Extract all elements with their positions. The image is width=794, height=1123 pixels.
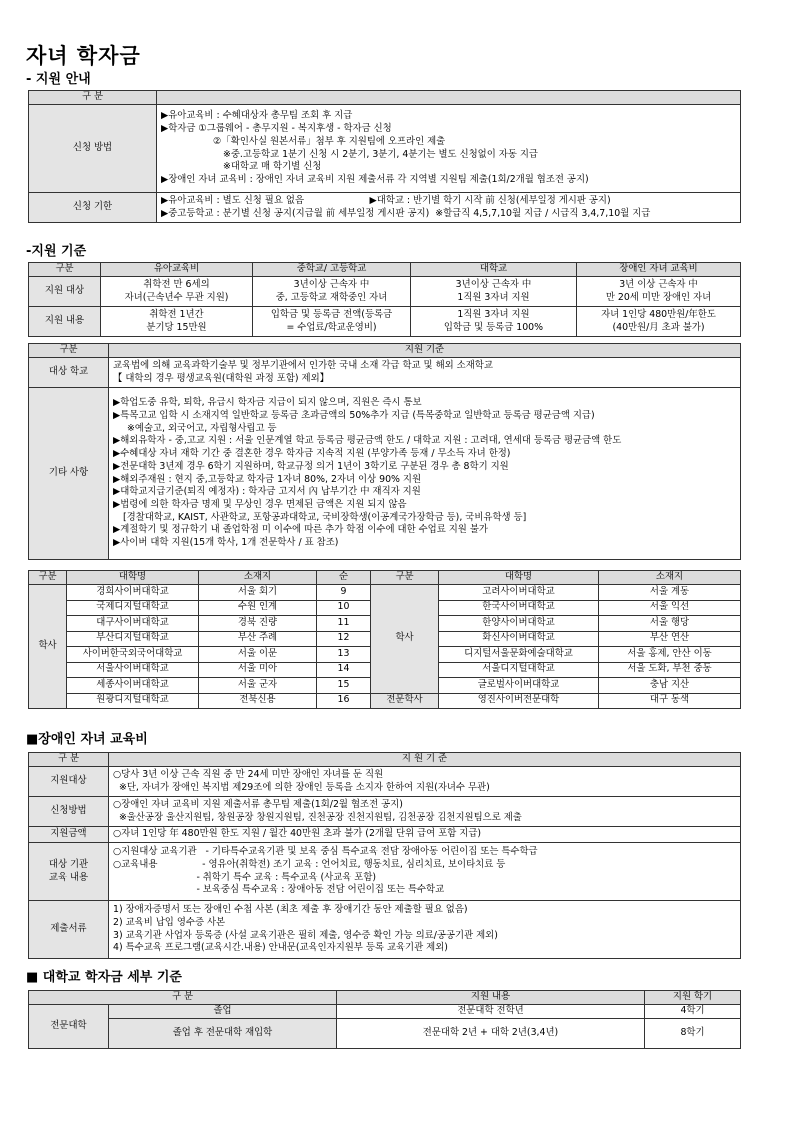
location: 부산 주례 bbox=[199, 631, 317, 647]
cell-line: 1직원 3자녀 지원 bbox=[457, 291, 530, 303]
content-line: [경찰대학교, KAIST, 사관학교, 포항공과대학교, 국비장학생(이공계국가장학금 등), 국비유학생 등] bbox=[123, 511, 527, 523]
cell-line: 1직원 3자녀 지원 bbox=[457, 308, 530, 320]
group-label: 전문대학 bbox=[29, 1005, 109, 1049]
row-label: 지원 대상 bbox=[29, 277, 101, 307]
table-cell bbox=[411, 307, 577, 337]
university-detail-table bbox=[28, 990, 741, 1049]
row-content bbox=[109, 843, 741, 901]
content-line: ②「확인사실 원본서류」첨부 후 지원팀에 오프라인 제출 bbox=[213, 135, 446, 147]
content-line: ▶중고등학교 : 분기별 신청 공지(지급월 前 세부일정 게시판 공지) ※할급직 4,5,7,10월 지급 / 시급직 3,4,7,10월 지급 bbox=[161, 207, 651, 219]
header-cell: 지원 기준 bbox=[109, 344, 741, 358]
header-cell: 대학명 bbox=[439, 571, 599, 585]
table-cell bbox=[101, 307, 253, 337]
header-cell: 지원 내용 bbox=[337, 991, 645, 1005]
table-row bbox=[29, 693, 741, 709]
table-row bbox=[29, 797, 741, 827]
content-line: ○당사 3년 이상 근속 직원 중 만 24세 미만 장애인 자녀를 둔 직원 bbox=[113, 768, 384, 780]
cell-line: 취학전 1년간 bbox=[149, 308, 204, 320]
content-line: ▶학자금 ①그룹웨어 - 총무지원 - 복지후생 - 학자금 신청 bbox=[161, 123, 392, 135]
order-number: 9 bbox=[317, 585, 371, 601]
content-line: ▶계절학기 및 정규학기 내 졸업학점 미 이수에 따른 추가 학점 이수에 대한 수업료 지원 불가 bbox=[113, 524, 488, 536]
university-name: 한양사이버대학교 bbox=[439, 616, 599, 632]
order-number: 11 bbox=[317, 616, 371, 632]
header-cell: 대학명 bbox=[67, 571, 199, 585]
content-line: 교육법에 의해 교육과학기술부 및 정부기관에서 인가한 국내 소재 각급 학교 및 해외 소재학교 bbox=[113, 359, 493, 371]
content-line: ※울산공장 울산지원팀, 창원공장 창원지원팀, 진천공장 진천지원팀, 김천공장 김천지원팀으로 제출 bbox=[113, 811, 522, 823]
content-line: ○교육내용 - 영유아(취학전) 조기 교육 : 언어치료, 행동치료, 심리치료, 보이타치료 등 bbox=[113, 858, 506, 870]
row-label: 제출서류 bbox=[29, 901, 109, 959]
apply-method-label: 신청 방법 bbox=[29, 105, 157, 193]
content-line: ○자녀 1인당 年 480만원 한도 지원 / 월간 40만원 초과 불가 (2개월 단위 급여 포함 지급) bbox=[113, 828, 482, 840]
support-info-table bbox=[28, 90, 741, 223]
content-line: ※대학교 매 학기별 신청 bbox=[223, 161, 322, 173]
table-row bbox=[29, 585, 741, 601]
header-cell: 소재지 bbox=[199, 571, 317, 585]
content-line: ▶수혜대상 자녀 재학 기간 중 결혼한 경우 학자금 지속적 지원 (부양가족 등재 / 무소득 자녀 한정) bbox=[113, 448, 511, 460]
order-number: 10 bbox=[317, 600, 371, 616]
location: 서울 미아 bbox=[199, 662, 317, 678]
content-line: ▶사이버 대학 지원(15개 학사, 1개 전문학사 / 표 참조) bbox=[113, 536, 339, 548]
deadline-label: 신청 기한 bbox=[29, 193, 157, 223]
content-line: ▶특목고교 입학 시 소재지역 일반학교 등록금 초과금액의 50%추가 지급 (특목중학교 일반학교 등록금 평균금액 지급) bbox=[113, 410, 595, 422]
university-name: 원광디지털대학교 bbox=[67, 693, 199, 709]
cyber-university-table bbox=[28, 570, 741, 709]
support-info-heading: - 지원 안내 bbox=[26, 72, 91, 87]
table-cell: 4학기 bbox=[645, 1005, 741, 1019]
apply-method-content bbox=[157, 105, 741, 193]
location: 서울 이문 bbox=[199, 647, 317, 663]
university-heading: ■ 대학교 학자금 세부 기준 bbox=[26, 970, 182, 985]
order-number: 14 bbox=[317, 662, 371, 678]
group-label: 학사 bbox=[371, 585, 439, 694]
header-cell: 구분 bbox=[371, 571, 439, 585]
header-cell: 소재지 bbox=[599, 571, 741, 585]
row-content bbox=[109, 797, 741, 827]
cell-line: 분기당 15만원 bbox=[146, 321, 207, 333]
header-cell: 구분 bbox=[29, 263, 101, 277]
content-line: ▶대학교지급기준(퇴직 예정자) : 학자금 고지서 內 납부기간 中 재직자 지원 bbox=[113, 486, 421, 498]
university-name: 부산디지털대학교 bbox=[67, 631, 199, 647]
cell-line: 입학금 및 등록금 전액(등록금 bbox=[270, 308, 393, 320]
content-line: ※단, 자녀가 장애인 복지법 제29조에 의한 장애인 등록을 소지자 한하여 지원(자녀수 무관) bbox=[113, 781, 490, 793]
location: 서울 도화, 부천 중동 bbox=[599, 662, 741, 678]
cell-line: 3년 이상 근속자 中 bbox=[619, 278, 698, 290]
cell-line: 자녀(근속년수 무관 지원) bbox=[124, 291, 229, 303]
header-cell: 구 분 bbox=[29, 753, 109, 767]
table-cell bbox=[253, 307, 411, 337]
cell-line: 입학금 및 등록금 100% bbox=[443, 321, 544, 333]
content-line: ▶학업도중 유학, 퇴학, 유급시 학자금 지급이 되지 않으며, 직원은 즉시 통보 bbox=[113, 397, 422, 409]
cell-line: 만 20세 미만 장애인 자녀 bbox=[605, 291, 712, 303]
header-cell: 구 분 bbox=[29, 991, 337, 1005]
header-cell: 대학교 bbox=[411, 263, 577, 277]
university-name: 디지털서울문화예술대학교 bbox=[439, 647, 599, 663]
content-line: ▶전문대학 3년제 경우 6학기 지원하며, 학교규정 의거 1년이 3학기로 구분된 경우 총 8학기 지원 bbox=[113, 460, 509, 472]
table-cell: 전문대학 2년 + 대학 2년(3,4년) bbox=[337, 1019, 645, 1049]
row-label bbox=[29, 843, 109, 901]
header-cell: 장애인 자녀 교육비 bbox=[577, 263, 741, 277]
header-cell: 구분 bbox=[29, 344, 109, 358]
row-label: 지원금액 bbox=[29, 827, 109, 843]
disabled-support-table bbox=[28, 752, 741, 959]
content-line: - 취학기 특수 교육 : 특수교육 (사교육 포함) bbox=[113, 871, 377, 883]
university-name: 세종사이버대학교 bbox=[67, 678, 199, 694]
other-notes-content bbox=[109, 388, 741, 560]
location: 대구 동색 bbox=[599, 693, 741, 709]
content-line: - 보육중심 특수교육 : 장애아동 전담 어린이집 또는 특수학교 bbox=[113, 884, 445, 896]
content-line: ○지원대상 교육기관 - 기타특수교육기관 및 보육 중심 특수교육 전담 장애아동 어린이집 또는 특수학급 bbox=[113, 846, 538, 858]
cell-line: 3년이상 근속자 中 bbox=[455, 278, 532, 290]
content-line: ▶해외주재원 : 현지 중,고등학교 학자금 1자녀 80%, 2자녀 이상 90% 지원 bbox=[113, 473, 422, 485]
content-line: ※예술고, 외국어고, 자립형사립고 등 bbox=[127, 422, 277, 434]
content-line: 1) 장애자증명서 또는 장애인 수첩 사본 (최초 제출 후 장애기간 동안 제출할 필요 없음) bbox=[113, 904, 468, 916]
university-name: 화신사이버대학교 bbox=[439, 631, 599, 647]
content-line: ▶유아교육비 : 수혜대상자 총무팀 조회 후 지급 bbox=[161, 110, 353, 122]
cell-line: 중, 고등학교 재학중인 자녀 bbox=[275, 291, 388, 303]
target-school-content bbox=[109, 358, 741, 388]
row-content bbox=[109, 827, 741, 843]
university-name: 대구사이버대학교 bbox=[67, 616, 199, 632]
university-name: 고려사이버대학교 bbox=[439, 585, 599, 601]
order-number: 12 bbox=[317, 631, 371, 647]
table-row bbox=[29, 767, 741, 797]
content-line: ▶법령에 의한 학자금 명제 및 무상인 경우 면제된 금액은 지원 되지 않음 bbox=[113, 498, 407, 510]
label-line: 교육 내용 bbox=[48, 871, 89, 883]
header-cell-empty bbox=[157, 91, 741, 105]
table-row bbox=[29, 827, 741, 843]
university-name: 서울디지털대학교 bbox=[439, 662, 599, 678]
order-number: 13 bbox=[317, 647, 371, 663]
cell-line: 자녀 1인당 480만원/年한도 bbox=[601, 308, 716, 320]
table-cell bbox=[101, 277, 253, 307]
table-row bbox=[29, 307, 741, 337]
row-content bbox=[109, 901, 741, 959]
header-cell: 순 bbox=[317, 571, 371, 585]
content-line: ○장애인 자녀 교육비 지원 제출서류 총무팀 제출(1회/2월 협조전 공지) bbox=[113, 798, 403, 810]
order-number: 15 bbox=[317, 678, 371, 694]
group-label: 전문학사 bbox=[371, 693, 439, 709]
table-cell: 전문대학 전학년 bbox=[337, 1005, 645, 1019]
content-line: ▶해외유학자 - 중,고교 지원 : 서울 인문계열 학교 등록금 평균금액 한도 / 대학교 지원 : 고려대, 연세대 등록금 평균금액 한도 bbox=[113, 435, 622, 447]
order-number: 16 bbox=[317, 693, 371, 709]
table-row bbox=[29, 901, 741, 959]
row-label: 신청방법 bbox=[29, 797, 109, 827]
location: 서울 계동 bbox=[599, 585, 741, 601]
content-line: 3) 교육기관 사업자 등록증 (사설 교육기관은 필히 제출, 영수증 확인 가능 의료/공공기관 제외) bbox=[113, 929, 498, 941]
location: 서울 행당 bbox=[599, 616, 741, 632]
content-line: ▶유아교육비 : 별도 신청 필요 없음 ▶대학교 : 반기별 학기 시작 前 신청(세부일정 게시판 공지) bbox=[161, 194, 611, 206]
label-line: 대상 기관 bbox=[48, 858, 89, 870]
table-row bbox=[29, 277, 741, 307]
content-line: ※중.고등학교 1분기 신청 시 2분기, 3분기, 4분기는 별도 신청없이 자동 지급 bbox=[223, 148, 538, 160]
table-cell: 졸업 후 전문대학 재입학 bbox=[109, 1019, 337, 1049]
row-label: 지원 내용 bbox=[29, 307, 101, 337]
page-title: 자녀 학자금 bbox=[26, 44, 141, 68]
university-name: 서울사이버대학교 bbox=[67, 662, 199, 678]
row-label: 지원대상 bbox=[29, 767, 109, 797]
location: 서울 군자 bbox=[199, 678, 317, 694]
criteria-table bbox=[28, 262, 741, 337]
row-content bbox=[109, 767, 741, 797]
content-line: 4) 특수교육 프로그램(교육시간.내용) 안내문(교육인자지원부 등록 교육기관 제외) bbox=[113, 942, 448, 954]
location: 경북 진량 bbox=[199, 616, 317, 632]
header-cell: 구 분 bbox=[29, 91, 157, 105]
table-row bbox=[29, 1005, 741, 1019]
university-name: 사이버한국외국어대학교 bbox=[67, 647, 199, 663]
university-name: 국제디지털대학교 bbox=[67, 600, 199, 616]
location: 서울 홍제, 안산 이동 bbox=[599, 647, 741, 663]
cell-line: (40만원/月 초과 불가) bbox=[612, 321, 705, 333]
table-cell bbox=[411, 277, 577, 307]
criteria-heading: -지원 기준 bbox=[26, 244, 87, 259]
school-criteria-table bbox=[28, 343, 741, 560]
deadline-content bbox=[157, 193, 741, 223]
header-cell: 유아교육비 bbox=[101, 263, 253, 277]
location: 서울 회기 bbox=[199, 585, 317, 601]
table-cell bbox=[577, 307, 741, 337]
content-line: 2) 교육비 납입 영수증 사본 bbox=[113, 916, 226, 928]
table-cell: 졸업 bbox=[109, 1005, 337, 1019]
disabled-heading: ■장애인 자녀 교육비 bbox=[26, 732, 148, 747]
table-row bbox=[29, 1019, 741, 1049]
table-cell bbox=[577, 277, 741, 307]
target-school-label: 대상 학교 bbox=[29, 358, 109, 388]
other-notes-label: 기타 사항 bbox=[29, 388, 109, 560]
table-cell: 8학기 bbox=[645, 1019, 741, 1049]
header-cell: 중학교/ 고등학교 bbox=[253, 263, 411, 277]
table-row bbox=[29, 843, 741, 901]
location: 수원 인계 bbox=[199, 600, 317, 616]
location: 부산 연산 bbox=[599, 631, 741, 647]
location: 서울 익선 bbox=[599, 600, 741, 616]
header-cell: 지 원 기 준 bbox=[109, 753, 741, 767]
university-name: 글로벌사이버대학교 bbox=[439, 678, 599, 694]
university-name: 영진사이버전문대학 bbox=[439, 693, 599, 709]
content-line: 【 대학의 경우 평생교육원(대학원 과정 포함) 제외】 bbox=[113, 372, 330, 384]
cell-line: 3년이상 근속자 中 bbox=[293, 278, 370, 290]
header-cell: 구분 bbox=[29, 571, 67, 585]
group-label: 학사 bbox=[29, 585, 67, 709]
table-cell bbox=[253, 277, 411, 307]
cell-line: 취학전 만 6세의 bbox=[143, 278, 210, 290]
location: 전북신용 bbox=[199, 693, 317, 709]
cell-line: = 수업료/학교운영비) bbox=[286, 321, 377, 333]
content-line: ▶장애인 자녀 교육비 : 장애인 자녀 교육비 지원 제출서류 각 지역별 지원팀 제출(1회/2개월 협조전 공지) bbox=[161, 173, 589, 185]
location: 충남 지산 bbox=[599, 678, 741, 694]
university-name: 경희사이버대학교 bbox=[67, 585, 199, 601]
university-name: 한국사이버대학교 bbox=[439, 600, 599, 616]
header-cell: 지원 학기 bbox=[645, 991, 741, 1005]
